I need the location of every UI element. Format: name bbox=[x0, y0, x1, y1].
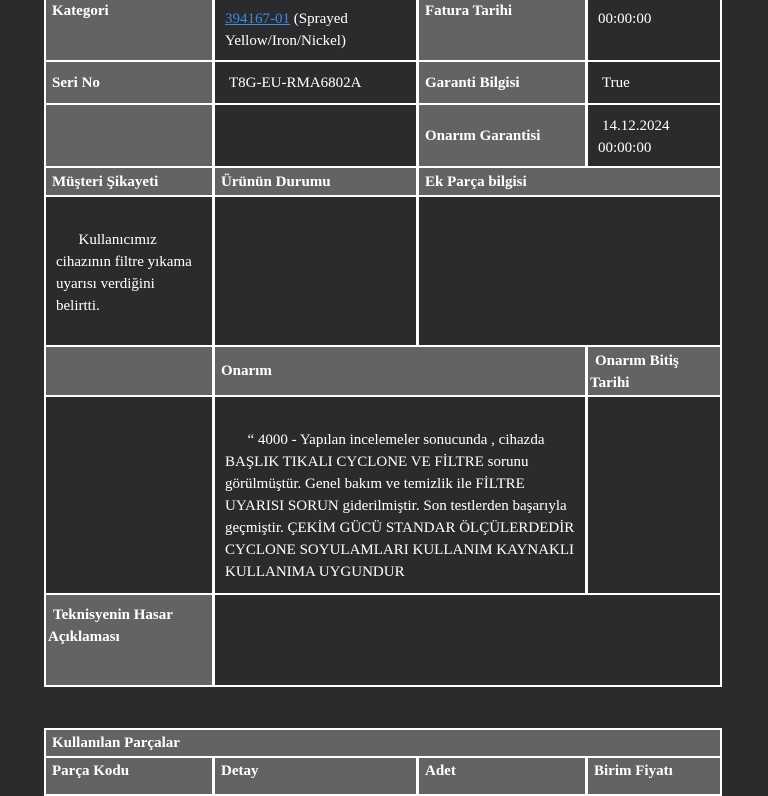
parts-col-code-label: Parça Kodu bbox=[52, 763, 130, 779]
parts-col-price bbox=[586, 756, 722, 796]
repair-end-body bbox=[586, 395, 722, 595]
condition-body bbox=[213, 195, 418, 347]
parts-col-detail-label: Detay bbox=[221, 763, 259, 779]
parts-table-title-label: Kullanılan Parçalar bbox=[52, 735, 180, 751]
complaint-text: Kullanıcımız cihazının filtre yıkama uyarısı verdiğini belirtti. bbox=[56, 232, 196, 314]
parts-col-qty-label: Adet bbox=[425, 763, 456, 779]
onarim-garanti-time: 00:00:00 bbox=[598, 140, 652, 156]
empty-value-cell bbox=[213, 103, 418, 168]
onarim-garanti-label-cell bbox=[417, 103, 587, 168]
technician-label-cell bbox=[44, 593, 214, 687]
kategori-label: Kategori bbox=[52, 3, 109, 19]
seri-value-cell bbox=[213, 60, 418, 105]
garanti-label-cell bbox=[417, 60, 587, 105]
complaint-header-label: Müşteri Şikayeti bbox=[52, 173, 159, 190]
parts-info-header-label: Ek Parça bilgisi bbox=[425, 173, 527, 190]
onarim-garanti-value-cell bbox=[586, 103, 722, 168]
seri-label: Seri No bbox=[52, 74, 100, 91]
parts-col-code bbox=[44, 756, 214, 796]
empty-label-cell bbox=[44, 103, 214, 168]
garanti-value: True bbox=[602, 74, 630, 91]
onarim-garanti-label: Onarım Garantisi bbox=[425, 127, 541, 144]
product-suffix-2: Yellow/Iron/Nickel) bbox=[225, 33, 346, 49]
garanti-value-cell bbox=[586, 60, 722, 105]
repair-empty-header bbox=[44, 345, 214, 397]
repair-empty-body bbox=[44, 395, 214, 595]
parts-col-price-label: Birim Fiyatı bbox=[594, 763, 673, 779]
parts-col-qty bbox=[417, 756, 587, 796]
parts-info-header bbox=[417, 166, 722, 197]
repair-text: “ 4000 - Yapılan incelemeler sonucunda , cihazda BAŞLIK TIKALI CYCLONE VE FİLTRE sorunu görülmüştür. Genel bakım ve temizlik ile FİLTRE UYARISI SORUN giderilmiştir. Son testlerden başarıyla geçmiştir. ÇEKİM GÜCÜ STANDAR ÖLÇÜLERDEDİR CYCLONE SOYULAMLARI KULLANIM KAYNAKLI KULLANIMA UYGUNDUR bbox=[225, 432, 578, 580]
technician-body bbox=[213, 593, 722, 687]
repair-header-label: Onarım bbox=[221, 363, 272, 379]
parts-table-title bbox=[44, 728, 722, 758]
kategori-value-cell bbox=[213, 0, 418, 62]
seri-label-cell bbox=[44, 60, 214, 105]
fatura-label-cell bbox=[417, 0, 587, 62]
repair-end-label: Onarım Bitiş Tarihi bbox=[590, 353, 679, 391]
complaint-header bbox=[44, 166, 214, 197]
fatura-label: Fatura Tarihi bbox=[425, 3, 513, 19]
condition-header-label: Ürünün Durumu bbox=[221, 173, 331, 190]
fatura-value-cell bbox=[586, 0, 722, 62]
repair-end-header bbox=[586, 345, 722, 397]
kategori-label-cell bbox=[44, 0, 214, 62]
repair-header bbox=[213, 345, 587, 397]
garanti-label: Garanti Bilgisi bbox=[425, 74, 520, 91]
condition-header bbox=[213, 166, 418, 197]
parts-col-detail bbox=[213, 756, 418, 796]
product-suffix: (Sprayed bbox=[290, 11, 348, 27]
product-link[interactable]: 394167-01 bbox=[225, 11, 290, 27]
fatura-time: 00:00:00 bbox=[598, 11, 652, 27]
complaint-body bbox=[44, 195, 214, 347]
seri-value: T8G-EU-RMA6802A bbox=[229, 74, 362, 91]
technician-label: Teknisyenin Hasar Açıklaması bbox=[48, 607, 173, 645]
parts-info-body bbox=[417, 195, 722, 347]
repair-body bbox=[213, 395, 587, 595]
onarim-garanti-date: 14.12.2024 bbox=[602, 118, 670, 134]
